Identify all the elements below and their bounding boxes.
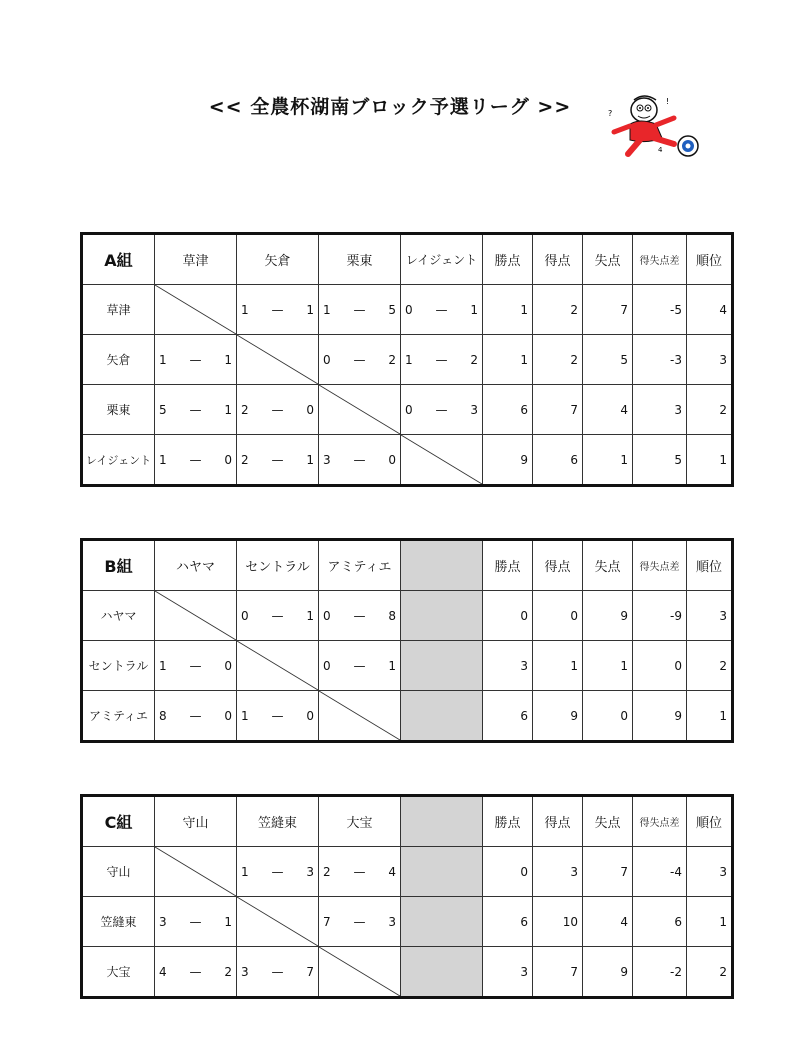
diagonal-cell	[401, 435, 483, 486]
group-name: B組	[82, 540, 155, 591]
points-value: 3	[483, 947, 533, 998]
goal-diff-value: 5	[633, 435, 687, 486]
rank-header: 順位	[687, 540, 733, 591]
goal-diff-value: 9	[633, 691, 687, 742]
score-cell	[237, 591, 319, 641]
score-dash: —	[271, 608, 284, 623]
score-away: 4	[388, 864, 396, 879]
goals-against-header: 失点	[583, 540, 633, 591]
points-value: 0	[483, 591, 533, 641]
goals-against-value: 4	[583, 897, 633, 947]
table-row	[82, 847, 733, 897]
score-cell	[319, 335, 401, 385]
opponent-header: ハヤマ	[155, 540, 237, 591]
table-header-row	[82, 234, 733, 285]
rank-value: 1	[687, 435, 733, 486]
table-row	[82, 285, 733, 335]
points-value: 0	[483, 847, 533, 897]
goal-diff-value: 6	[633, 897, 687, 947]
score-cell	[155, 335, 237, 385]
score-away: 7	[306, 964, 314, 979]
diagonal-cell	[237, 335, 319, 385]
empty-header-cell	[401, 540, 483, 591]
score-dash: —	[353, 452, 366, 467]
points-value: 6	[483, 385, 533, 435]
score-dash: —	[435, 352, 448, 367]
goals-for-value: 10	[533, 897, 583, 947]
rank-value: 2	[687, 947, 733, 998]
score-away: 1	[388, 658, 396, 673]
goals-against-value: 9	[583, 947, 633, 998]
rank-value: 2	[687, 641, 733, 691]
goal-diff-value: -3	[633, 335, 687, 385]
team-name: 笠縫東	[82, 897, 155, 947]
score-cell	[155, 947, 237, 998]
score-dash: —	[271, 864, 284, 879]
opponent-header: 草津	[155, 234, 237, 285]
team-name: 栗東	[82, 385, 155, 435]
goals-against-header: 失点	[583, 796, 633, 847]
goals-for-value: 7	[533, 385, 583, 435]
score-away: 2	[388, 352, 396, 367]
goals-against-value: 1	[583, 435, 633, 486]
rank-header: 順位	[687, 234, 733, 285]
score-cell	[319, 591, 401, 641]
score-cell	[155, 435, 237, 486]
group-name: A組	[82, 234, 155, 285]
empty-cell	[401, 591, 483, 641]
score-cell	[237, 435, 319, 486]
score-cell	[319, 285, 401, 335]
score-away: 0	[224, 658, 232, 673]
score-home: 1	[159, 352, 167, 367]
score-cell	[401, 285, 483, 335]
svg-text:4: 4	[658, 146, 663, 154]
score-dash: —	[353, 608, 366, 623]
diagonal-cell	[155, 847, 237, 897]
score-away: 3	[470, 402, 478, 417]
score-dash: —	[353, 658, 366, 673]
goals-for-value: 9	[533, 691, 583, 742]
goal-diff-value: 0	[633, 641, 687, 691]
score-home: 4	[159, 964, 167, 979]
goal-diff-value: -5	[633, 285, 687, 335]
goal-diff-value: 3	[633, 385, 687, 435]
svg-text:?: ?	[608, 109, 613, 118]
goals-against-value: 7	[583, 285, 633, 335]
diagonal-cell	[237, 641, 319, 691]
points-value: 3	[483, 641, 533, 691]
diagonal-cell	[155, 285, 237, 335]
team-name: 大宝	[82, 947, 155, 998]
table-row	[82, 591, 733, 641]
score-home: 0	[241, 608, 249, 623]
goals-against-value: 0	[583, 691, 633, 742]
table-header-row	[82, 796, 733, 847]
score-away: 5	[388, 302, 396, 317]
opponent-header: アミティエ	[319, 540, 401, 591]
score-dash: —	[435, 302, 448, 317]
score-dash: —	[271, 452, 284, 467]
points-header: 勝点	[483, 234, 533, 285]
group-a-table	[80, 232, 734, 487]
score-dash: —	[189, 402, 202, 417]
score-dash: —	[189, 914, 202, 929]
goals-for-value: 0	[533, 591, 583, 641]
points-header: 勝点	[483, 540, 533, 591]
goals-against-value: 1	[583, 641, 633, 691]
score-home: 2	[241, 452, 249, 467]
score-dash: —	[353, 302, 366, 317]
score-away: 8	[388, 608, 396, 623]
goals-against-value: 9	[583, 591, 633, 641]
score-home: 1	[241, 302, 249, 317]
team-name: 草津	[82, 285, 155, 335]
score-dash: —	[435, 402, 448, 417]
goal-diff-value: -4	[633, 847, 687, 897]
team-name: セントラル	[82, 641, 155, 691]
score-cell	[155, 691, 237, 742]
score-cell	[319, 897, 401, 947]
table-row	[82, 691, 733, 742]
score-away: 3	[388, 914, 396, 929]
goals-against-header: 失点	[583, 234, 633, 285]
score-home: 3	[241, 964, 249, 979]
score-away: 0	[306, 402, 314, 417]
table-row	[82, 897, 733, 947]
opponent-header: 矢倉	[237, 234, 319, 285]
score-away: 1	[470, 302, 478, 317]
score-home: 1	[159, 658, 167, 673]
goal-diff-header: 得失点差	[633, 234, 687, 285]
score-dash: —	[353, 864, 366, 879]
empty-header-cell	[401, 796, 483, 847]
score-cell	[155, 897, 237, 947]
score-dash: —	[189, 708, 202, 723]
rank-value: 3	[687, 847, 733, 897]
score-home: 1	[241, 708, 249, 723]
score-away: 1	[306, 302, 314, 317]
score-cell	[237, 385, 319, 435]
goal-diff-value: -9	[633, 591, 687, 641]
goals-against-value: 4	[583, 385, 633, 435]
table-row	[82, 641, 733, 691]
diagonal-cell	[319, 691, 401, 742]
score-home: 1	[159, 452, 167, 467]
points-value: 9	[483, 435, 533, 486]
empty-cell	[401, 641, 483, 691]
score-home: 3	[323, 452, 331, 467]
goal-diff-value: -2	[633, 947, 687, 998]
score-away: 1	[306, 608, 314, 623]
diagonal-cell	[319, 947, 401, 998]
score-cell	[237, 847, 319, 897]
score-dash: —	[189, 352, 202, 367]
rank-value: 3	[687, 335, 733, 385]
goals-for-value: 3	[533, 847, 583, 897]
score-home: 7	[323, 914, 331, 929]
score-cell	[319, 435, 401, 486]
score-cell	[237, 947, 319, 998]
team-name: 矢倉	[82, 335, 155, 385]
rank-value: 3	[687, 591, 733, 641]
goals-for-value: 1	[533, 641, 583, 691]
score-away: 1	[224, 402, 232, 417]
score-cell	[237, 691, 319, 742]
score-away: 0	[224, 708, 232, 723]
score-cell	[319, 847, 401, 897]
goals-for-value: 2	[533, 285, 583, 335]
diagonal-cell	[237, 897, 319, 947]
score-away: 1	[224, 352, 232, 367]
points-value: 6	[483, 691, 533, 742]
score-home: 0	[405, 402, 413, 417]
score-home: 1	[405, 352, 413, 367]
score-cell	[155, 385, 237, 435]
soccer-player-mascot-icon	[600, 92, 708, 162]
team-name: レイジェント	[82, 435, 155, 486]
score-home: 0	[323, 658, 331, 673]
score-home: 1	[323, 302, 331, 317]
score-home: 1	[241, 864, 249, 879]
score-dash: —	[271, 302, 284, 317]
score-home: 0	[323, 608, 331, 623]
opponent-header: 大宝	[319, 796, 401, 847]
score-cell	[401, 335, 483, 385]
opponent-header: レイジェント	[401, 234, 483, 285]
points-value: 6	[483, 897, 533, 947]
points-value: 1	[483, 285, 533, 335]
rank-value: 2	[687, 385, 733, 435]
goals-for-value: 7	[533, 947, 583, 998]
score-cell	[401, 385, 483, 435]
team-name: ハヤマ	[82, 591, 155, 641]
score-away: 2	[224, 964, 232, 979]
table-row	[82, 385, 733, 435]
svg-text:!: !	[666, 97, 670, 106]
goals-for-header: 得点	[533, 796, 583, 847]
goals-against-value: 7	[583, 847, 633, 897]
opponent-header: セントラル	[237, 540, 319, 591]
score-away: 0	[224, 452, 232, 467]
rank-value: 1	[687, 691, 733, 742]
points-value: 1	[483, 335, 533, 385]
goals-for-header: 得点	[533, 234, 583, 285]
score-away: 1	[224, 914, 232, 929]
score-home: 0	[323, 352, 331, 367]
empty-cell	[401, 847, 483, 897]
score-dash: —	[271, 708, 284, 723]
diagonal-cell	[319, 385, 401, 435]
score-home: 3	[159, 914, 167, 929]
opponent-header: 笠縫東	[237, 796, 319, 847]
opponent-header: 守山	[155, 796, 237, 847]
diagonal-cell	[155, 591, 237, 641]
score-away: 3	[306, 864, 314, 879]
goals-for-header: 得点	[533, 540, 583, 591]
empty-cell	[401, 691, 483, 742]
rank-value: 4	[687, 285, 733, 335]
group-c-table	[80, 794, 734, 999]
points-header: 勝点	[483, 796, 533, 847]
team-name: 守山	[82, 847, 155, 897]
score-home: 5	[159, 402, 167, 417]
table-row	[82, 335, 733, 385]
score-dash: —	[189, 452, 202, 467]
score-cell	[237, 285, 319, 335]
score-dash: —	[189, 658, 202, 673]
score-away: 2	[470, 352, 478, 367]
goal-diff-header: 得失点差	[633, 540, 687, 591]
empty-cell	[401, 947, 483, 998]
team-name: アミティエ	[82, 691, 155, 742]
table-row	[82, 435, 733, 486]
goal-diff-header: 得失点差	[633, 796, 687, 847]
score-home: 8	[159, 708, 167, 723]
score-cell	[319, 641, 401, 691]
page-title: << 全農杯湖南ブロック予選リーグ >>	[208, 96, 572, 118]
score-away: 0	[306, 708, 314, 723]
goals-for-value: 2	[533, 335, 583, 385]
score-away: 1	[306, 452, 314, 467]
score-cell	[155, 641, 237, 691]
score-dash: —	[353, 914, 366, 929]
group-b-table	[80, 538, 734, 743]
score-dash: —	[353, 352, 366, 367]
empty-cell	[401, 897, 483, 947]
table-header-row	[82, 540, 733, 591]
opponent-header: 栗東	[319, 234, 401, 285]
score-home: 2	[241, 402, 249, 417]
goals-against-value: 5	[583, 335, 633, 385]
score-dash: —	[271, 402, 284, 417]
score-away: 0	[388, 452, 396, 467]
goals-for-value: 6	[533, 435, 583, 486]
rank-value: 1	[687, 897, 733, 947]
score-home: 2	[323, 864, 331, 879]
score-dash: —	[189, 964, 202, 979]
score-dash: —	[271, 964, 284, 979]
rank-header: 順位	[687, 796, 733, 847]
table-row	[82, 947, 733, 998]
score-home: 0	[405, 302, 413, 317]
group-name: C組	[82, 796, 155, 847]
